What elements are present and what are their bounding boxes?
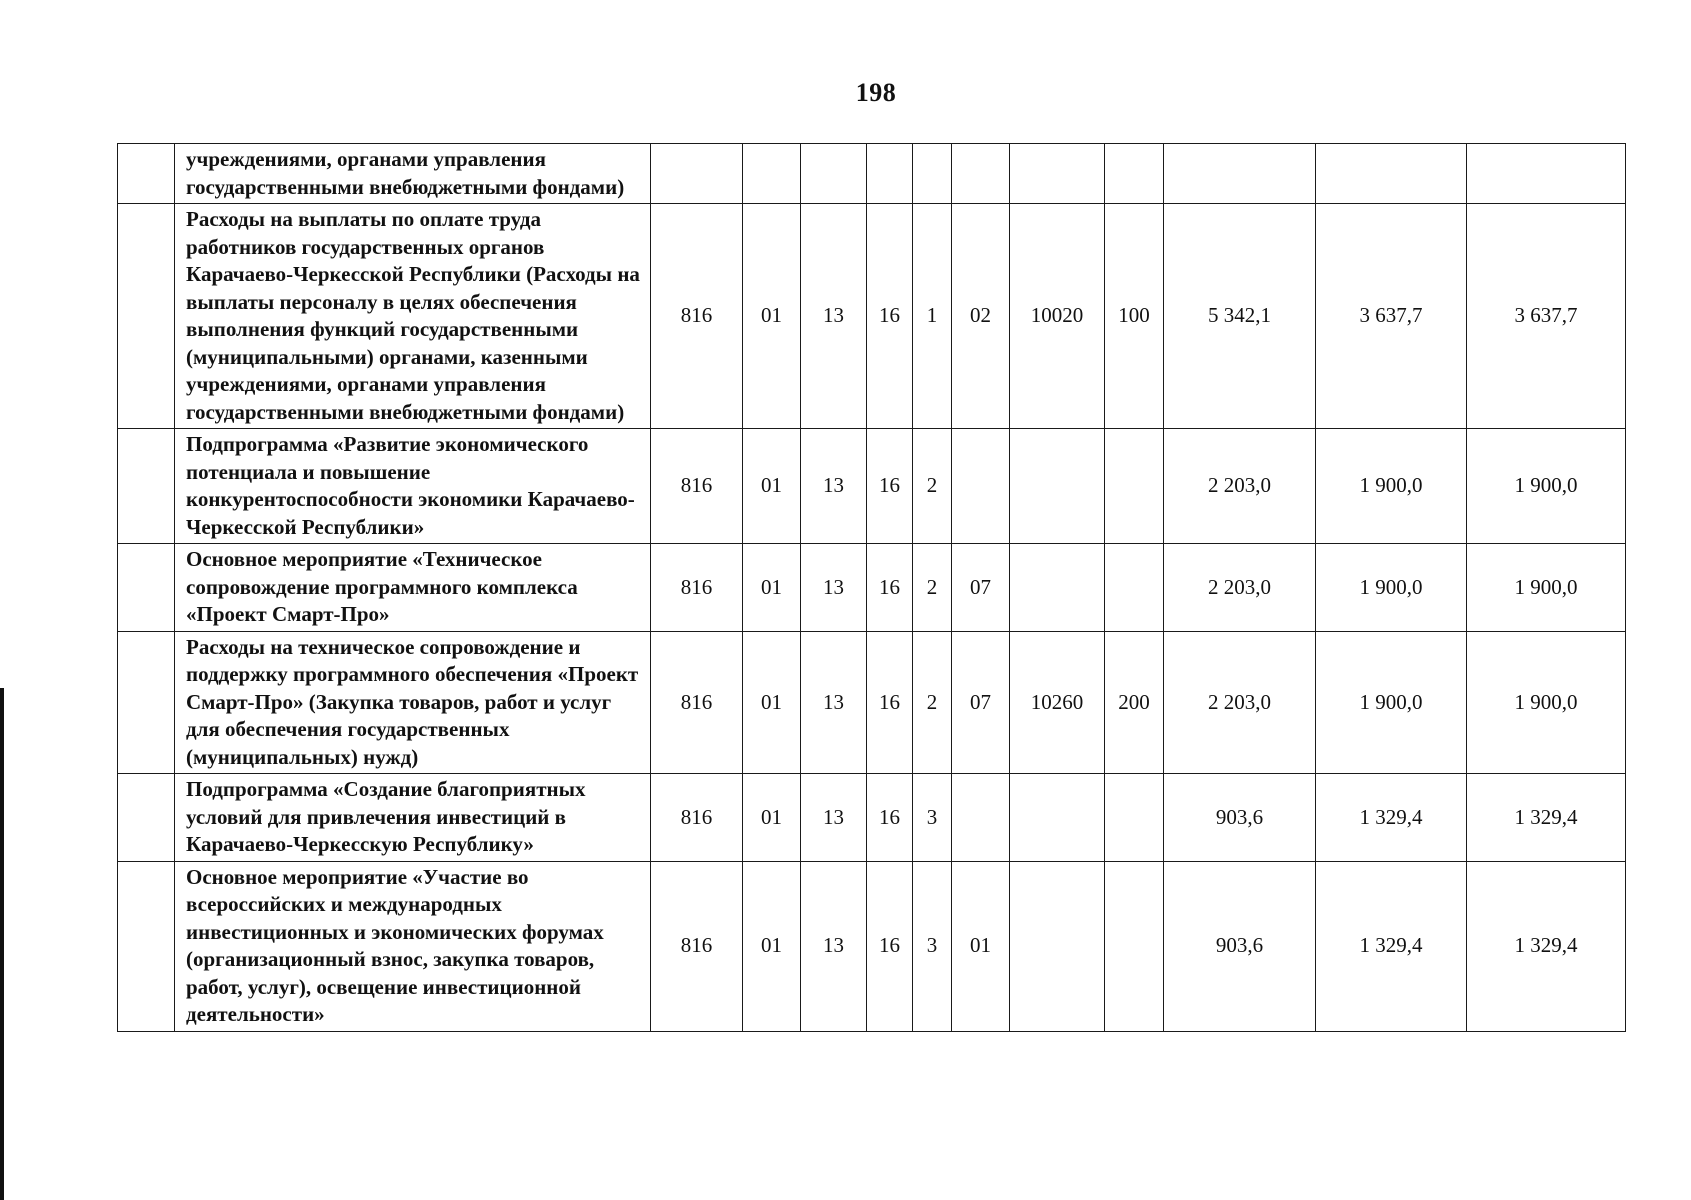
cell-admin-code: 816 xyxy=(651,861,743,1031)
cell-subprogram xyxy=(913,144,952,204)
cell-subsection: 13 xyxy=(801,204,867,429)
cell-activity xyxy=(952,429,1010,544)
cell-amount-year1 xyxy=(1164,144,1316,204)
cell-program: 16 xyxy=(867,204,913,429)
cell-subprogram: 3 xyxy=(913,861,952,1031)
cell-subprogram: 2 xyxy=(913,631,952,774)
scan-edge-mark xyxy=(0,688,4,1200)
cell-item-name: Подпрограмма «Развитие экономического потенциала и повышение конкурентоспособности экономики Карачаево-Черкесской Республики» xyxy=(175,429,651,544)
cell-admin-code: 816 xyxy=(651,204,743,429)
cell-subsection: 13 xyxy=(801,774,867,862)
cell-program: 16 xyxy=(867,774,913,862)
cell-amount-year1: 2 203,0 xyxy=(1164,631,1316,774)
cell-activity: 01 xyxy=(952,861,1010,1031)
cell-amount-year3: 1 900,0 xyxy=(1467,429,1626,544)
cell-amount-year2: 1 329,4 xyxy=(1316,774,1467,862)
cell-subprogram: 2 xyxy=(913,429,952,544)
cell-subsection: 13 xyxy=(801,429,867,544)
cell-expense-type xyxy=(1105,544,1164,632)
cell-direction xyxy=(1010,144,1105,204)
cell-row-index xyxy=(118,861,175,1031)
cell-direction xyxy=(1010,861,1105,1031)
cell-amount-year1: 5 342,1 xyxy=(1164,204,1316,429)
cell-amount-year1: 903,6 xyxy=(1164,774,1316,862)
budget-table xyxy=(117,143,1626,1032)
cell-section: 01 xyxy=(743,544,801,632)
cell-item-name: Основное мероприятие «Техническое сопровождение программного комплекса «Проект Смарт-Про» xyxy=(175,544,651,632)
cell-subsection: 13 xyxy=(801,631,867,774)
cell-expense-type: 100 xyxy=(1105,204,1164,429)
cell-amount-year3: 1 900,0 xyxy=(1467,544,1626,632)
cell-item-name: Расходы на техническое сопровождение и поддержку программного обеспечения «Проект Смарт-Про» (Закупка товаров, работ и услуг для обеспечения государственных (муниципальных) нужд) xyxy=(175,631,651,774)
cell-program: 16 xyxy=(867,429,913,544)
cell-row-index xyxy=(118,144,175,204)
cell-admin-code: 816 xyxy=(651,429,743,544)
cell-activity: 07 xyxy=(952,631,1010,774)
cell-amount-year3: 1 900,0 xyxy=(1467,631,1626,774)
cell-activity: 07 xyxy=(952,544,1010,632)
cell-section: 01 xyxy=(743,774,801,862)
cell-activity xyxy=(952,774,1010,862)
cell-subsection: 13 xyxy=(801,544,867,632)
cell-amount-year1: 2 203,0 xyxy=(1164,544,1316,632)
cell-amount-year3 xyxy=(1467,144,1626,204)
cell-expense-type xyxy=(1105,429,1164,544)
cell-amount-year3: 1 329,4 xyxy=(1467,861,1626,1031)
table-row xyxy=(118,544,1626,632)
cell-expense-type xyxy=(1105,774,1164,862)
cell-subprogram: 2 xyxy=(913,544,952,632)
cell-row-index xyxy=(118,204,175,429)
cell-expense-type: 200 xyxy=(1105,631,1164,774)
cell-amount-year2: 1 900,0 xyxy=(1316,544,1467,632)
table-row xyxy=(118,144,1626,204)
cell-section xyxy=(743,144,801,204)
table-row xyxy=(118,861,1626,1031)
cell-amount-year2: 3 637,7 xyxy=(1316,204,1467,429)
cell-section: 01 xyxy=(743,429,801,544)
cell-program: 16 xyxy=(867,861,913,1031)
cell-amount-year2 xyxy=(1316,144,1467,204)
table-row xyxy=(118,631,1626,774)
table-body xyxy=(118,144,1626,1032)
cell-admin-code: 816 xyxy=(651,544,743,632)
cell-amount-year1: 2 203,0 xyxy=(1164,429,1316,544)
cell-admin-code: 816 xyxy=(651,774,743,862)
cell-item-name: Подпрограмма «Создание благоприятных условий для привлечения инвестиций в Карачаево-Черкесскую Республику» xyxy=(175,774,651,862)
cell-program: 16 xyxy=(867,544,913,632)
cell-amount-year1: 903,6 xyxy=(1164,861,1316,1031)
cell-direction xyxy=(1010,544,1105,632)
cell-item-name: Расходы на выплаты по оплате труда работников государственных органов Карачаево-Черкесской Республики (Расходы на выплаты персоналу в целях обеспечения выполнения функций государственными (муниципальными) органами, казенными учреждениями, органами управления государственными внебюджетными фондами) xyxy=(175,204,651,429)
cell-amount-year2: 1 900,0 xyxy=(1316,631,1467,774)
cell-section: 01 xyxy=(743,204,801,429)
cell-row-index xyxy=(118,429,175,544)
cell-row-index xyxy=(118,544,175,632)
cell-row-index xyxy=(118,774,175,862)
table-row xyxy=(118,204,1626,429)
page-number: 198 xyxy=(855,78,897,107)
cell-program: 16 xyxy=(867,631,913,774)
cell-amount-year3: 1 329,4 xyxy=(1467,774,1626,862)
cell-direction: 10020 xyxy=(1010,204,1105,429)
cell-row-index xyxy=(118,631,175,774)
cell-amount-year3: 3 637,7 xyxy=(1467,204,1626,429)
cell-expense-type xyxy=(1105,861,1164,1031)
cell-direction: 10260 xyxy=(1010,631,1105,774)
cell-admin-code xyxy=(651,144,743,204)
cell-section: 01 xyxy=(743,631,801,774)
cell-amount-year2: 1 900,0 xyxy=(1316,429,1467,544)
cell-item-name: учреждениями, органами управления государственными внебюджетными фондами) xyxy=(175,144,651,204)
cell-subsection: 13 xyxy=(801,861,867,1031)
cell-program xyxy=(867,144,913,204)
table-row xyxy=(118,429,1626,544)
cell-amount-year2: 1 329,4 xyxy=(1316,861,1467,1031)
cell-section: 01 xyxy=(743,861,801,1031)
cell-expense-type xyxy=(1105,144,1164,204)
cell-activity xyxy=(952,144,1010,204)
cell-direction xyxy=(1010,429,1105,544)
cell-admin-code: 816 xyxy=(651,631,743,774)
cell-subprogram: 1 xyxy=(913,204,952,429)
cell-activity: 02 xyxy=(952,204,1010,429)
cell-direction xyxy=(1010,774,1105,862)
table-row xyxy=(118,774,1626,862)
cell-item-name: Основное мероприятие «Участие во всероссийских и международных инвестиционных и экономических форумах (организационный взнос, закупка товаров, работ, услуг), освещение инвестиционной деятельности» xyxy=(175,861,651,1031)
cell-subsection xyxy=(801,144,867,204)
cell-subprogram: 3 xyxy=(913,774,952,862)
